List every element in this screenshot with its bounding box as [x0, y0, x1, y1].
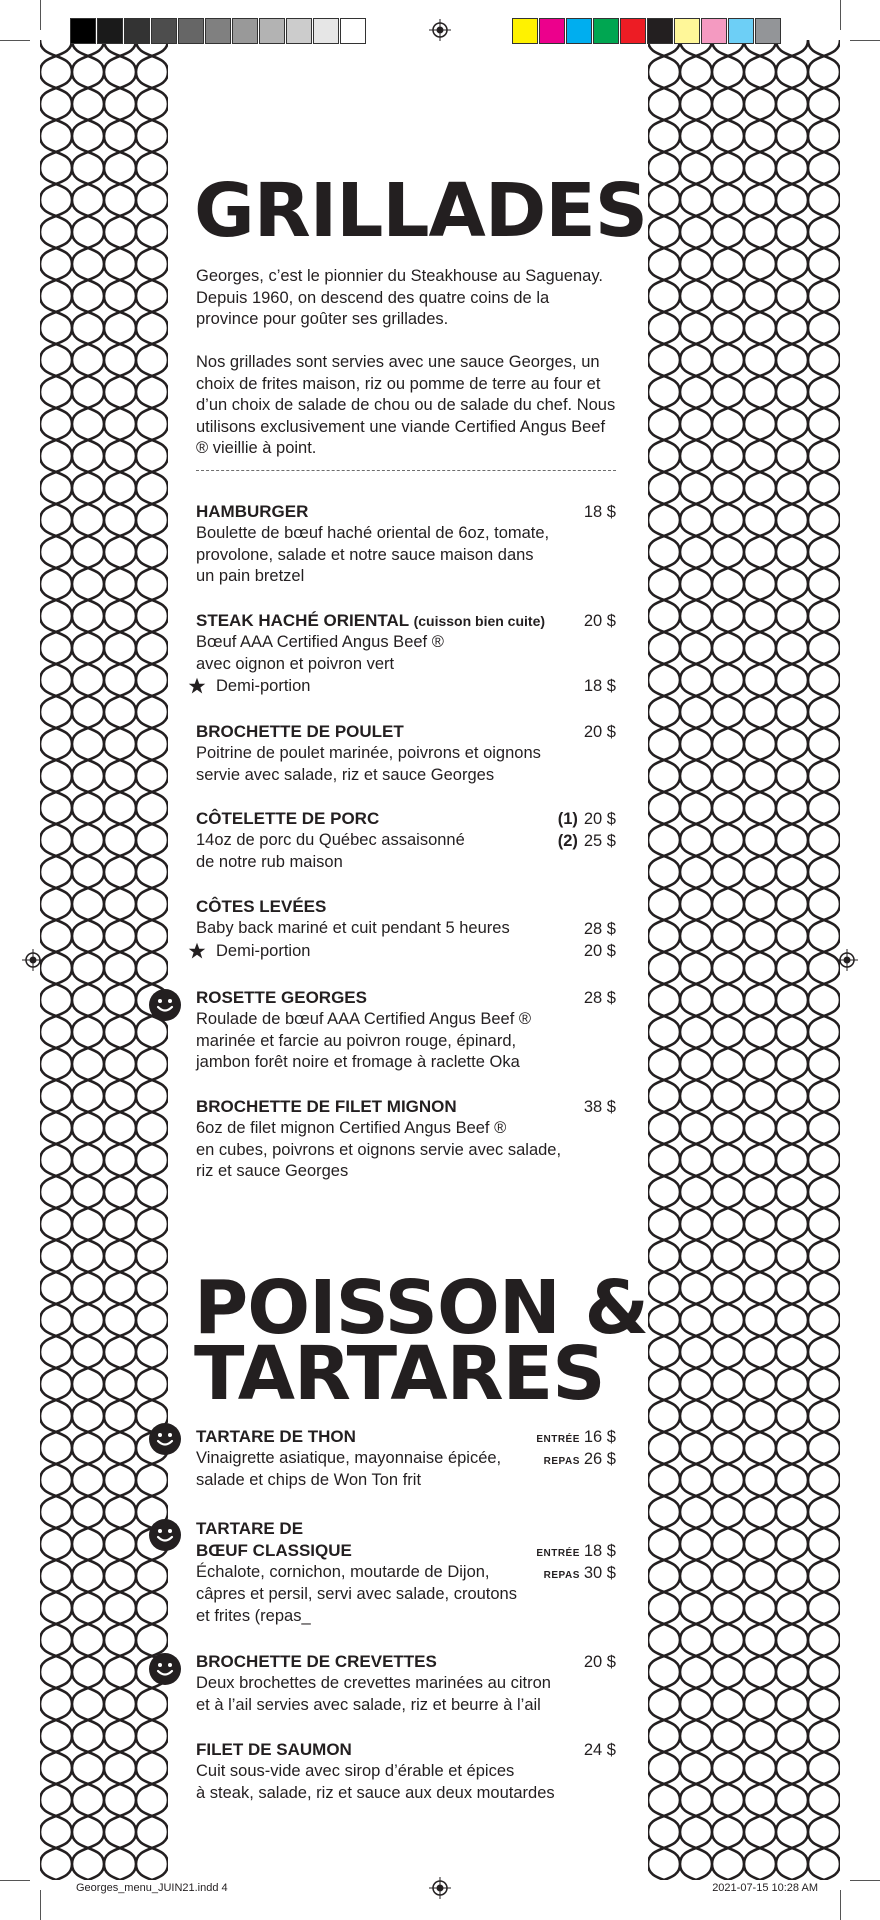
gray-swatch — [313, 18, 339, 44]
smiley-icon — [148, 1422, 182, 1456]
menu-item-brochette-poulet — [196, 721, 616, 786]
gray-swatch — [340, 18, 366, 44]
left-pattern-band — [40, 40, 168, 1880]
crop-mark — [0, 40, 30, 41]
dashed-divider — [196, 470, 616, 471]
item-price: 18 $ — [583, 503, 616, 521]
item-desc-line: jambon forêt noire et fromage à raclette Oka — [196, 1053, 520, 1071]
menu-item-tartare-boeuf — [196, 1518, 616, 1627]
crop-mark — [0, 1880, 30, 1881]
footer-file-name: Georges_menu_JUIN21.indd 4 — [76, 1882, 228, 1894]
gray-swatch — [178, 18, 204, 44]
crop-mark — [850, 40, 880, 41]
section-title-grillades: GRILLADES — [194, 168, 648, 254]
registration-mark-icon — [836, 949, 858, 971]
demi-portion-label: Demi-portion — [216, 677, 311, 695]
grillades-intro-1: Georges, c’est le pionnier du Steakhouse au Saguenay. Depuis 1960, on descend des quatre coins de la province pour goûter ses grillades. — [196, 267, 603, 328]
item-name-note: (cuisson bien cuite) — [413, 613, 546, 629]
item-desc-line: Deux brochettes de crevettes marinées au citron — [196, 1674, 551, 1692]
crop-mark — [840, 1890, 841, 1920]
process-swatch — [647, 18, 673, 44]
gray-swatch — [259, 18, 285, 44]
menu-item-tartare-thon — [196, 1426, 616, 1492]
star-icon — [188, 677, 206, 695]
gray-swatch — [70, 18, 96, 44]
menu-item-cotelette-porc — [196, 808, 616, 874]
item-name: CÔTELETTE DE PORC — [196, 809, 380, 828]
item-desc-line: servie avec salade, riz et sauce Georges — [196, 765, 495, 784]
menu-item-rosette-georges — [196, 987, 616, 1074]
process-swatch — [755, 18, 781, 44]
gray-swatch — [151, 18, 177, 44]
item-desc-line: à steak, salade, riz et sauce aux deux moutardes — [196, 1783, 555, 1802]
item-name: BROCHETTE DE CREVETTES — [196, 1652, 437, 1671]
item-name: FILET DE SAUMON — [196, 1740, 352, 1759]
registration-mark-icon — [429, 1877, 451, 1899]
right-pattern-band — [648, 40, 840, 1880]
item-price-repas: REPAS 30 $ — [543, 1564, 616, 1582]
gray-swatch — [232, 18, 258, 44]
crop-mark — [850, 1880, 880, 1881]
process-swatch — [539, 18, 565, 44]
grillades-intro-2: Nos grillades sont servies avec une sauce Georges, un choix de frites maison, riz ou pomme de terre au four et d’un choix de salade de chou ou de salade du chef. Nous utilisons exclusivement une viande Certified Angus Beef ® vieillie à point. — [196, 353, 616, 457]
smiley-icon — [148, 1518, 182, 1552]
registration-mark-icon — [429, 19, 451, 41]
item-desc-line: de notre rub maison — [196, 853, 343, 871]
process-swatch — [512, 18, 538, 44]
item-desc-line: Poitrine de poulet marinée, poivrons et oignons — [196, 744, 541, 762]
gray-swatch — [286, 18, 312, 44]
item-name: STEAK HACHÉ ORIENTAL (cuisson bien cuite) — [196, 611, 546, 630]
menu-item-steak-hache — [196, 610, 616, 697]
item-price: 28 $ — [583, 989, 616, 1007]
crop-mark — [840, 0, 841, 30]
item-name: BROCHETTE DE FILET MIGNON — [196, 1097, 457, 1116]
section-title-poisson-line-1: POISSON & — [194, 1265, 649, 1351]
item-desc-line: Cuit sous-vide avec sirop d’érable et épices — [196, 1762, 515, 1780]
section-title-poisson-line-2: TARTARES — [194, 1331, 605, 1417]
process-swatch — [674, 18, 700, 44]
item-desc-line: et frites (repas_ — [196, 1606, 311, 1625]
item-name: BROCHETTE DE POULET — [196, 722, 404, 741]
process-swatch — [593, 18, 619, 44]
item-price-entree: ENTRÉE 18 $ — [536, 1542, 616, 1560]
item-price-option-2: (2) 25 $ — [557, 832, 616, 850]
item-desc-line: riz et sauce Georges — [196, 1162, 349, 1180]
item-price: 20 $ — [583, 1653, 616, 1671]
item-price: 24 $ — [583, 1741, 616, 1759]
item-desc-line: câpres et persil, servi avec salade, croutons — [196, 1585, 517, 1603]
gray-swatch — [124, 18, 150, 44]
item-desc-line: 14oz de porc du Québec assaisonné — [196, 831, 465, 849]
process-swatch — [701, 18, 727, 44]
demi-portion-row — [196, 675, 616, 697]
item-name: TARTARE DE THON — [196, 1427, 356, 1446]
demi-portion-row — [196, 940, 616, 962]
item-price-entree: ENTRÉE 16 $ — [536, 1428, 616, 1446]
registration-mark-icon — [22, 949, 44, 971]
demi-portion-price: 20 $ — [583, 942, 616, 960]
process-swatch — [566, 18, 592, 44]
item-desc-line: Roulade de bœuf AAA Certified Angus Beef ® — [196, 1010, 532, 1028]
menu-item-filet-saumon — [196, 1739, 616, 1804]
smiley-icon — [148, 988, 182, 1022]
item-desc-line: Baby back mariné et cuit pendant 5 heures — [196, 919, 510, 937]
process-swatch — [620, 18, 646, 44]
item-desc-line: un pain bretzel — [196, 567, 305, 585]
item-name: CÔTES LEVÉES — [196, 897, 327, 916]
gray-swatch — [97, 18, 123, 44]
item-price: 20 $ — [583, 723, 616, 741]
item-desc-line: Échalote, cornichon, moutarde de Dijon, — [196, 1563, 490, 1581]
item-price-option-1: (1) 20 $ — [557, 810, 616, 828]
menu-item-cotes-levees — [196, 896, 616, 962]
crop-mark — [40, 0, 41, 30]
item-price: 28 $ — [583, 920, 616, 938]
item-desc-line: Bœuf AAA Certified Angus Beef ® — [196, 633, 444, 651]
item-desc-line: salade et chips de Won Ton frit — [196, 1471, 422, 1489]
crop-mark — [40, 1890, 41, 1920]
process-swatch — [728, 18, 754, 44]
star-icon — [188, 942, 206, 960]
smiley-icon — [148, 1652, 182, 1686]
gray-swatch — [205, 18, 231, 44]
menu-item-filet-mignon — [196, 1096, 616, 1183]
item-name-line-1: TARTARE DE — [196, 1519, 304, 1538]
item-desc-line: provolone, salade et notre sauce maison dans — [196, 545, 534, 564]
item-desc-line: 6oz de filet mignon Certified Angus Beef ® — [196, 1119, 507, 1137]
demi-portion-label: Demi-portion — [216, 942, 311, 960]
item-desc-line: avec oignon et poivron vert — [196, 654, 395, 673]
menu-item-brochette-crevettes — [196, 1651, 616, 1716]
item-desc-line: Boulette de bœuf haché oriental de 6oz, tomate, — [196, 524, 550, 542]
item-name: ROSETTE GEORGES — [196, 988, 367, 1007]
item-desc-line: marinée et farcie au poivron rouge, épinard, — [196, 1031, 517, 1050]
item-name-line-2: BŒUF CLASSIQUE — [196, 1541, 352, 1560]
item-price: 20 $ — [583, 612, 616, 630]
item-name: HAMBURGER — [196, 502, 309, 521]
demi-portion-price: 18 $ — [583, 677, 616, 695]
footer-date: 2021-07-15 10:28 AM — [712, 1882, 818, 1894]
item-price-repas: REPAS 26 $ — [543, 1450, 616, 1468]
menu-item-hamburger — [196, 501, 616, 588]
item-desc-line: Vinaigrette asiatique, mayonnaise épicée, — [196, 1449, 502, 1467]
item-desc-line: et à l’ail servies avec salade, riz et beurre à l’ail — [196, 1695, 541, 1714]
item-desc-line: en cubes, poivrons et oignons servie avec salade, — [196, 1140, 562, 1159]
item-price: 38 $ — [583, 1098, 616, 1116]
